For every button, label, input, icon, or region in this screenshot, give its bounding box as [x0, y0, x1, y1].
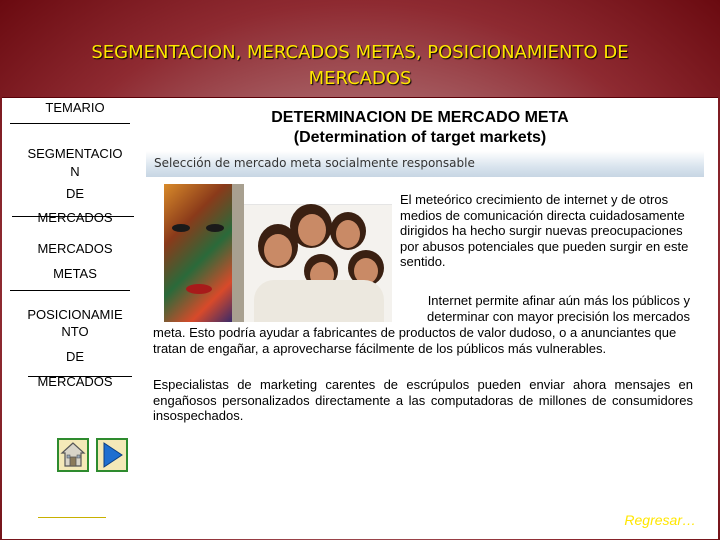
home-icon [59, 440, 87, 470]
footer-line [38, 517, 106, 518]
painted-eye [206, 224, 224, 232]
sidebar-item-segmentacion[interactable]: SEGMENTACIO [27, 146, 123, 161]
slide-title-line-1: SEGMENTACION, MERCADOS METAS, POSICIONAMIENTO DE [91, 42, 629, 63]
topic-banner-text: Selección de mercado meta socialmente responsable [154, 156, 475, 170]
sidebar-item-segmentacion-cont[interactable]: N [70, 164, 80, 179]
section-heading-spanish: DETERMINACION DE MERCADO META [271, 109, 569, 126]
person-face [336, 220, 360, 248]
play-right-icon [98, 440, 126, 470]
topic-banner [146, 151, 704, 177]
group-clothing [254, 280, 384, 322]
section-heading [220, 108, 620, 148]
sidebar-item-metas[interactable]: METAS [53, 266, 97, 281]
next-button[interactable] [96, 438, 128, 472]
slide-title-line-2: MERCADOS [308, 68, 412, 89]
paragraph-specialists: Especialistas de marketing carentes de escrúpulos pueden enviar ahora mensajes en engañosos personalizados directamente a las computadoras de millones de consumidores insospechados. [153, 377, 693, 423]
sidebar-divider [10, 123, 130, 124]
sidebar-item-temario[interactable]: TEMARIO [45, 100, 105, 115]
back-link[interactable]: Regresar… [624, 512, 696, 528]
sidebar-item-mercados-metas[interactable]: MERCADOS [37, 241, 113, 256]
painted-lips [186, 284, 212, 294]
illustration-photo [164, 184, 392, 322]
sidebar-item-posicionamiento-cont[interactable]: NTO [61, 324, 89, 339]
painted-eye [172, 224, 190, 232]
sidebar-item-de-2[interactable]: DE [65, 349, 85, 364]
paragraph-internet-cont: meta. Esto podría ayudar a fabricantes de productos de valor dudoso, o a anunciantes que tratan de engañar, a aprovecharse fácilmente de los públicos más vulnerables. [153, 325, 677, 356]
group-photo [244, 184, 392, 322]
paragraph-internet-start: Internet permite afinar aún más los públicos y determinar con mayor precisión los mercados [427, 293, 690, 324]
photo-divider-strip [232, 184, 244, 322]
sidebar-item-de[interactable]: DE [65, 186, 85, 201]
section-heading-english: (Determination of target markets) [293, 129, 547, 146]
slide-title [30, 40, 690, 92]
sidebar-item-mercados[interactable]: MERCADOS [37, 210, 113, 225]
sidebar-divider [10, 290, 130, 291]
person-face [298, 214, 326, 246]
home-button[interactable] [57, 438, 89, 472]
paragraph-growth: El meteórico crecimiento de internet y de otros medios de comunicación directa cuidadosamente dirigidos ha hecho surgir nuevas preocupaciones por abusos potenciales que pueden surgir en este sentido. [400, 192, 689, 269]
sidebar-item-mercados-2[interactable]: MERCADOS [37, 374, 113, 389]
painted-face-artwork [164, 184, 232, 322]
photo-header-strip [244, 184, 392, 205]
sidebar-item-posicionamiento[interactable]: POSICIONAMIE [27, 307, 123, 322]
person-face [264, 234, 292, 266]
